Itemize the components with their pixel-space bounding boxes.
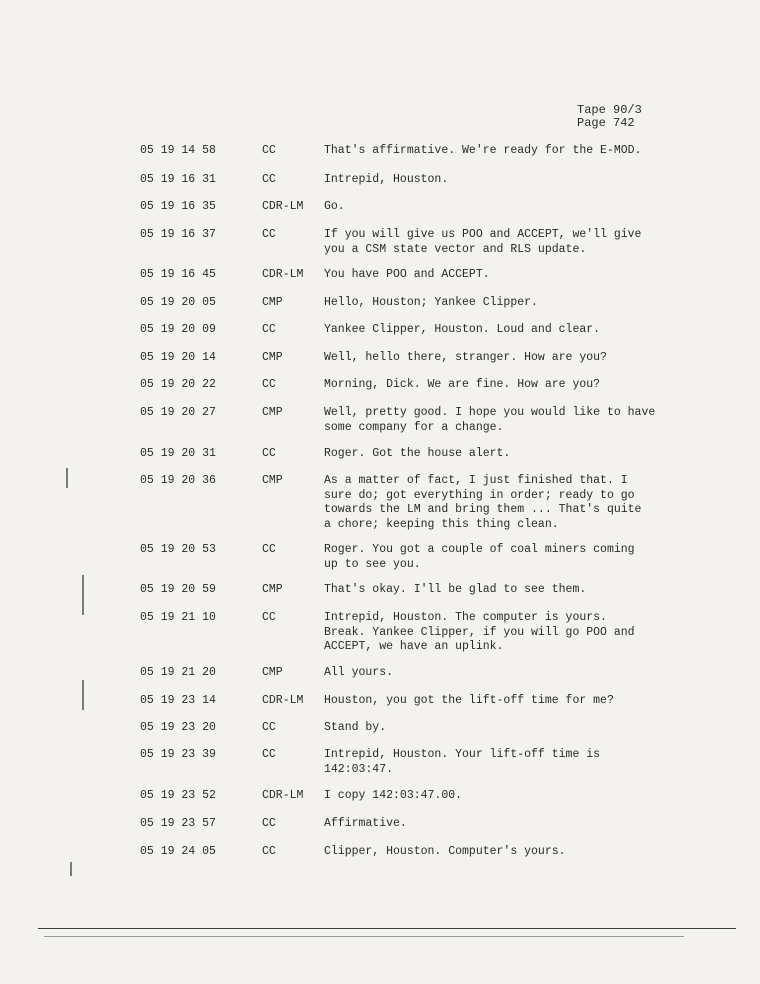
dialogue-text <box>324 474 684 532</box>
dialogue-line: Go. <box>324 200 345 213</box>
dialogue-line: a chore; keeping this thing clean. <box>324 517 559 531</box>
timestamp: 05 19 16 45 <box>140 268 216 281</box>
dialogue-line: Stand by. <box>324 721 387 734</box>
speaker: CC <box>262 748 276 761</box>
margin-mark <box>82 575 84 615</box>
speaker: CMP <box>262 351 283 364</box>
margin-mark <box>66 468 68 488</box>
dialogue-text <box>324 789 684 804</box>
dialogue-line: If you will give us POO and ACCEPT, we'll give <box>324 228 642 241</box>
timestamp: 05 19 20 59 <box>140 583 216 596</box>
dialogue-line: Break. Yankee Clipper, if you will go POO and <box>324 625 635 639</box>
speaker: CC <box>262 447 276 460</box>
dialogue-text <box>324 406 684 435</box>
timestamp: 05 19 20 22 <box>140 378 216 391</box>
dialogue-line: up to see you. <box>324 557 421 571</box>
dialogue-text <box>324 845 684 860</box>
dialogue-line: Affirmative. <box>324 817 407 830</box>
dialogue-text <box>324 351 684 366</box>
speaker: CC <box>262 228 276 241</box>
dialogue-line: Houston, you got the lift-off time for me? <box>324 694 614 707</box>
speaker: CC <box>262 144 276 157</box>
dialogue-text <box>324 721 684 736</box>
dialogue-line: Hello, Houston; Yankee Clipper. <box>324 296 538 309</box>
dialogue-text <box>324 173 684 188</box>
timestamp: 05 19 20 05 <box>140 296 216 309</box>
speaker: CDR-LM <box>262 789 304 802</box>
speaker: CDR-LM <box>262 694 304 707</box>
timestamp: 05 19 20 53 <box>140 543 216 556</box>
dialogue-line: Clipper, Houston. Computer's yours. <box>324 845 566 858</box>
speaker: CMP <box>262 406 283 419</box>
speaker: CC <box>262 845 276 858</box>
timestamp: 05 19 16 35 <box>140 200 216 213</box>
dialogue-line: That's affirmative. We're ready for the E-MOD. <box>324 144 642 157</box>
dialogue-line: some company for a change. <box>324 420 504 434</box>
dialogue-line: Intrepid, Houston. Your lift-off time is <box>324 748 601 761</box>
speaker: CDR-LM <box>262 200 304 213</box>
timestamp: 05 19 23 14 <box>140 694 216 707</box>
dialogue-text <box>324 694 684 709</box>
speaker: CMP <box>262 474 283 487</box>
timestamp: 05 19 21 20 <box>140 666 216 679</box>
dialogue-text <box>324 378 684 393</box>
margin-mark <box>70 862 72 876</box>
speaker: CMP <box>262 296 283 309</box>
timestamp: 05 19 16 37 <box>140 228 216 241</box>
speaker: CC <box>262 378 276 391</box>
speaker: CC <box>262 817 276 830</box>
timestamp: 05 19 16 31 <box>140 173 216 186</box>
dialogue-text <box>324 200 684 215</box>
dialogue-line: Morning, Dick. We are fine. How are you? <box>324 378 601 391</box>
dialogue-line: You have POO and ACCEPT. <box>324 268 490 281</box>
bottom-rule <box>38 928 736 929</box>
dialogue-text <box>324 268 684 283</box>
dialogue-line: All yours. <box>324 666 394 679</box>
timestamp: 05 19 23 39 <box>140 748 216 761</box>
dialogue-line: As a matter of fact, I just finished that. I <box>324 474 628 487</box>
dialogue-text <box>324 611 684 655</box>
timestamp: 05 19 23 52 <box>140 789 216 802</box>
speaker: CC <box>262 323 276 336</box>
timestamp: 05 19 23 57 <box>140 817 216 830</box>
dialogue-line: Intrepid, Houston. <box>324 173 449 186</box>
tape-number: Tape 90/3 <box>577 103 642 117</box>
dialogue-line: Roger. You got a couple of coal miners coming <box>324 543 635 556</box>
dialogue-text <box>324 228 684 257</box>
speaker: CDR-LM <box>262 268 304 281</box>
bottom-rule-faint <box>44 936 684 937</box>
dialogue-text <box>324 447 684 462</box>
dialogue-text <box>324 817 684 832</box>
dialogue-line: towards the LM and bring them ... That's quite <box>324 503 642 516</box>
dialogue-line: 142:03:47. <box>324 762 394 776</box>
dialogue-line: I copy 142:03:47.00. <box>324 789 463 802</box>
dialogue-line: ACCEPT, we have an uplink. <box>324 640 504 653</box>
page-number: Page 742 <box>577 116 635 130</box>
speaker: CC <box>262 721 276 734</box>
dialogue-line: Well, pretty good. I hope you would like to have <box>324 406 656 419</box>
dialogue-line: Well, hello there, stranger. How are you? <box>324 351 607 364</box>
timestamp: 05 19 20 36 <box>140 474 216 487</box>
speaker: CMP <box>262 666 283 679</box>
timestamp: 05 19 20 09 <box>140 323 216 336</box>
speaker: CC <box>262 611 276 624</box>
timestamp: 05 19 14 58 <box>140 144 216 157</box>
dialogue-text <box>324 543 684 572</box>
dialogue-text <box>324 323 684 338</box>
dialogue-line: Yankee Clipper, Houston. Loud and clear. <box>324 323 601 336</box>
dialogue-line: Roger. Got the house alert. <box>324 447 511 460</box>
timestamp: 05 19 23 20 <box>140 721 216 734</box>
dialogue-text <box>324 666 684 681</box>
speaker: CC <box>262 173 276 186</box>
speaker: CC <box>262 543 276 556</box>
timestamp: 05 19 20 27 <box>140 406 216 419</box>
timestamp: 05 19 20 31 <box>140 447 216 460</box>
dialogue-line: Intrepid, Houston. The computer is yours. <box>324 611 607 624</box>
dialogue-text <box>324 748 684 777</box>
timestamp: 05 19 24 05 <box>140 845 216 858</box>
timestamp: 05 19 20 14 <box>140 351 216 364</box>
margin-mark <box>82 680 84 710</box>
timestamp: 05 19 21 10 <box>140 611 216 624</box>
dialogue-line: That's okay. I'll be glad to see them. <box>324 583 587 596</box>
speaker: CMP <box>262 583 283 596</box>
dialogue-text <box>324 296 684 311</box>
dialogue-line: sure do; got everything in order; ready to go <box>324 488 635 502</box>
dialogue-text <box>324 583 684 598</box>
dialogue-text <box>324 144 684 159</box>
dialogue-line: you a CSM state vector and RLS update. <box>324 242 587 256</box>
